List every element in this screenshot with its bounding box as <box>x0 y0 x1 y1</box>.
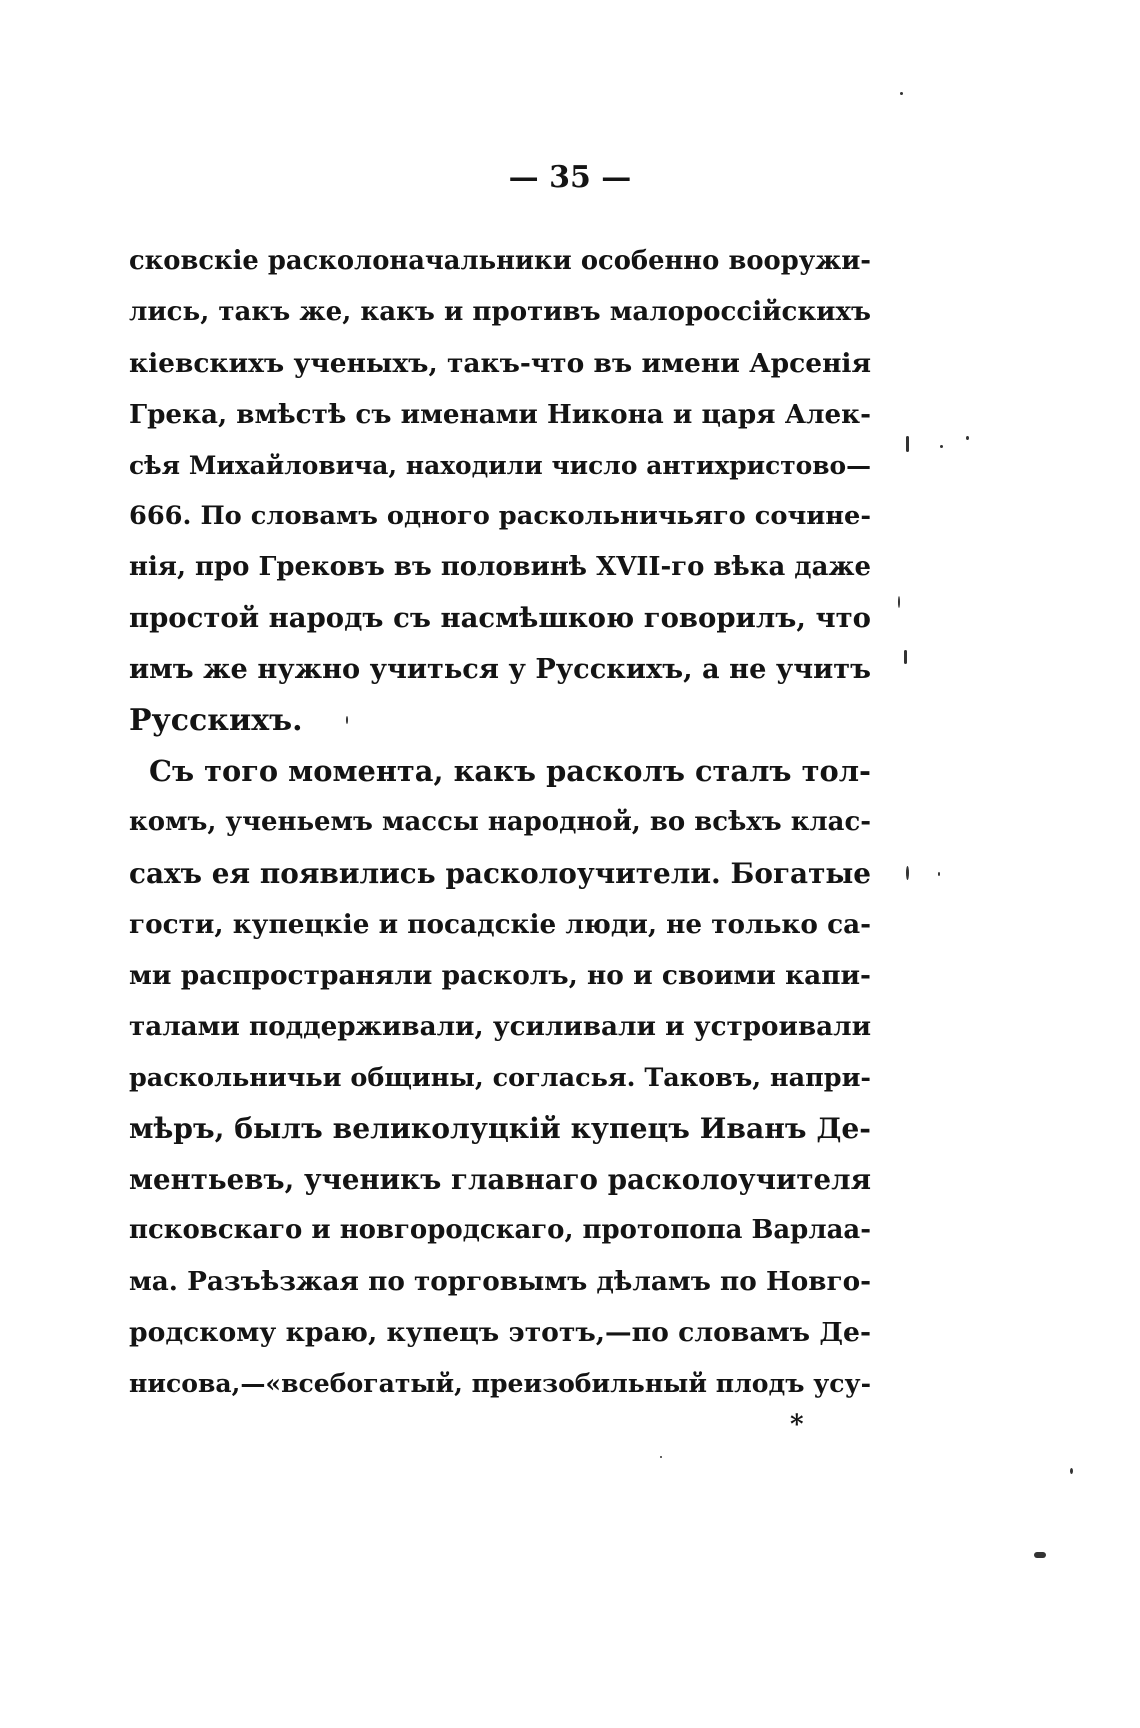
text-line: кіевскихъ ученыхъ, такъ-что въ имени Арсенія <box>129 348 871 379</box>
paragraph-start-line: Съ того момента, какъ расколъ сталъ тол- <box>149 754 871 788</box>
text-line: сѣя Михайловича, находили число антихристово— <box>129 451 871 480</box>
scan-speck <box>938 872 940 876</box>
text-line: талами поддерживали, усиливали и устроивали <box>129 1011 871 1042</box>
scan-speck <box>900 92 903 95</box>
scan-speck <box>346 716 348 724</box>
text-line: ма. Разъѣзжая по торговымъ дѣламъ по Новго- <box>129 1266 871 1297</box>
text-line: лись, такъ же, какъ и противъ малороссійскихъ <box>129 297 871 327</box>
scan-speck <box>1070 1468 1073 1474</box>
text-line: ми распространяли расколъ, но и своими капи- <box>129 960 871 991</box>
scan-speck <box>906 436 909 452</box>
text-line: псковскаго и новгородскаго, протопопа Варлаа- <box>129 1215 871 1245</box>
text-line: гости, купецкіе и посадскіе люди, не только са- <box>129 909 871 940</box>
text-line: простой народъ съ насмѣшкою говорилъ, что <box>129 602 871 634</box>
scan-speck <box>1034 1552 1046 1558</box>
text-line: сахъ ея появились расколоучители. Богатые <box>129 857 871 890</box>
text-line: родскому краю, купецъ этотъ,—по словамъ Де- <box>129 1317 871 1348</box>
text-line: нисова,—«всебогатый, преизобильный плодъ усу- <box>129 1368 871 1398</box>
scan-speck <box>906 866 909 880</box>
text-line: имъ же нужно учиться у Русскихъ, а не учитъ <box>129 653 871 685</box>
text-line: Русскихъ. <box>129 703 303 738</box>
scan-speck <box>904 650 907 664</box>
text-line: раскольничьи общины, согласья. Таковъ, напри- <box>129 1062 871 1092</box>
scan-speck <box>966 436 969 440</box>
body-text <box>129 236 871 1409</box>
text-line: сковскіе расколоначальники особенно вооружи- <box>129 246 871 276</box>
scan-speck <box>660 1456 662 1458</box>
text-line: нія, про Грековъ въ половинѣ XVII-го вѣка даже <box>129 552 871 582</box>
text-line: Грека, вмѣстѣ съ именами Никона и царя Алек- <box>129 399 871 430</box>
page-number: — 35 — <box>508 160 632 195</box>
signature-mark: * <box>790 1410 804 1440</box>
text-line: 666. По словамъ одного раскольничьяго сочине- <box>129 501 871 531</box>
text-line: мѣръ, былъ великолуцкій купецъ Иванъ Де- <box>129 1112 871 1145</box>
scan-speck <box>940 445 943 448</box>
text-line: комъ, ученьемъ массы народной, во всѣхъ клас- <box>129 807 871 837</box>
scan-speck <box>898 596 900 608</box>
text-line: ментьевъ, ученикъ главнаго расколоучителя <box>129 1163 871 1196</box>
